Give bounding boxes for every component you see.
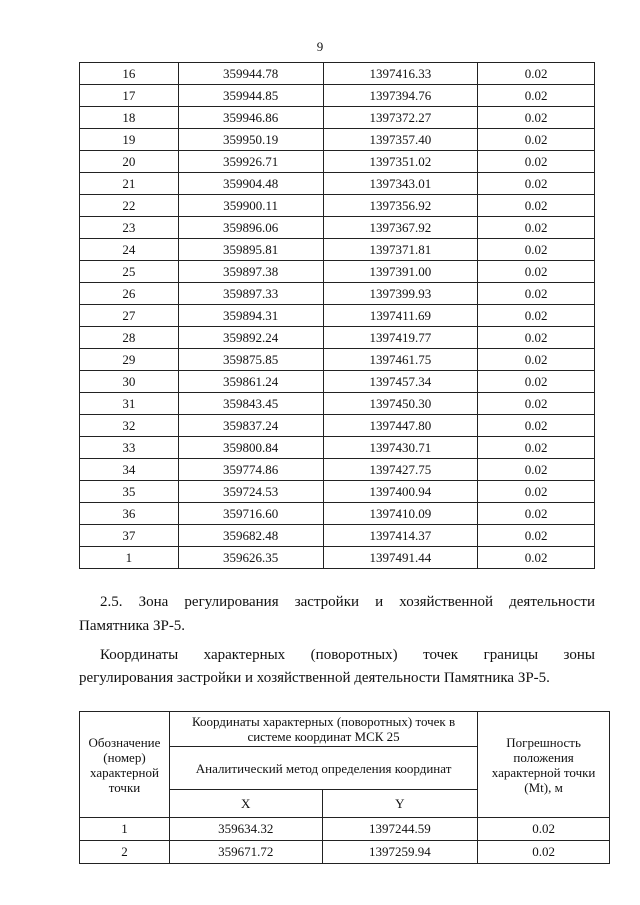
point-number-cell: 30	[80, 371, 179, 393]
table-row	[80, 305, 595, 327]
x-coordinate-cell: 359894.31	[178, 305, 323, 327]
point-number-cell: 31	[80, 393, 179, 415]
section-heading-line-1: 2.5. Зона регулирования застройки и хозяйственной деятельности	[100, 594, 595, 610]
y-coordinate-cell: 1397447.80	[323, 415, 478, 437]
error-cell: 0.02	[478, 107, 595, 129]
point-number-cell: 17	[80, 85, 179, 107]
point-number-cell: 35	[80, 481, 179, 503]
y-coordinate-cell: 1397414.37	[323, 525, 478, 547]
section-heading-line-2: Памятника ЗР-5.	[79, 618, 186, 634]
error-cell: 0.02	[478, 283, 595, 305]
table-row	[80, 349, 595, 371]
point-number-cell: 28	[80, 327, 179, 349]
y-coordinate-cell: 1397457.34	[323, 371, 478, 393]
error-cell: 0.02	[478, 371, 595, 393]
point-number-cell: 1	[80, 818, 170, 841]
error-cell: 0.02	[478, 437, 595, 459]
x-coordinate-cell: 359800.84	[178, 437, 323, 459]
x-coordinate-cell: 359897.33	[178, 283, 323, 305]
y-coordinate-cell: 1397357.40	[323, 129, 478, 151]
table-row	[80, 481, 595, 503]
y-coordinate-cell: 1397259.94	[322, 841, 478, 864]
y-coordinate-cell: 1397400.94	[323, 481, 478, 503]
x-coordinate-cell: 359837.24	[178, 415, 323, 437]
error-cell: 0.02	[478, 841, 610, 864]
y-coordinate-cell: 1397356.92	[323, 195, 478, 217]
x-coordinate-cell: 359774.86	[178, 459, 323, 481]
table-row	[80, 503, 595, 525]
table-row	[80, 151, 595, 173]
table-row	[80, 547, 595, 569]
x-coordinate-cell: 359634.32	[169, 818, 322, 841]
error-cell: 0.02	[478, 85, 595, 107]
y-coordinate-cell: 1397372.27	[323, 107, 478, 129]
y-coordinate-cell: 1397351.02	[323, 151, 478, 173]
y-coordinate-cell: 1397491.44	[323, 547, 478, 569]
error-cell: 0.02	[478, 415, 595, 437]
y-coordinate-cell: 1397343.01	[323, 173, 478, 195]
table-row	[80, 818, 610, 841]
intro-paragraph-line-2: регулирования застройки и хозяйственной деятельности Памятника ЗР-5.	[79, 670, 550, 686]
header-y: Y	[322, 790, 478, 818]
y-coordinate-cell: 1397244.59	[322, 818, 478, 841]
y-coordinate-cell: 1397367.92	[323, 217, 478, 239]
table-row	[80, 85, 595, 107]
error-cell: 0.02	[478, 349, 595, 371]
point-number-cell: 2	[80, 841, 170, 864]
point-number-cell: 32	[80, 415, 179, 437]
point-number-cell: 26	[80, 283, 179, 305]
error-cell: 0.02	[478, 217, 595, 239]
x-coordinate-cell: 359904.48	[178, 173, 323, 195]
table-row	[80, 173, 595, 195]
x-coordinate-cell: 359875.85	[178, 349, 323, 371]
error-cell: 0.02	[478, 239, 595, 261]
x-coordinate-cell: 359682.48	[178, 525, 323, 547]
x-coordinate-cell: 359843.45	[178, 393, 323, 415]
x-coordinate-cell: 359671.72	[169, 841, 322, 864]
error-cell: 0.02	[478, 818, 610, 841]
y-coordinate-cell: 1397427.75	[323, 459, 478, 481]
y-coordinate-cell: 1397450.30	[323, 393, 478, 415]
point-number-cell: 37	[80, 525, 179, 547]
header-error: Погрешность положения характерной точки (Mt), м	[478, 712, 610, 818]
x-coordinate-cell: 359716.60	[178, 503, 323, 525]
error-cell: 0.02	[478, 63, 595, 85]
point-number-cell: 22	[80, 195, 179, 217]
error-cell: 0.02	[478, 173, 595, 195]
x-coordinate-cell: 359892.24	[178, 327, 323, 349]
table-row	[80, 437, 595, 459]
x-coordinate-cell: 359944.85	[178, 85, 323, 107]
x-coordinate-cell: 359944.78	[178, 63, 323, 85]
x-coordinate-cell: 359626.35	[178, 547, 323, 569]
table-row	[80, 217, 595, 239]
error-cell: 0.02	[478, 327, 595, 349]
y-coordinate-cell: 1397416.33	[323, 63, 478, 85]
error-cell: 0.02	[478, 129, 595, 151]
header-coordinates: Координаты характерных (поворотных) точек в системе координат МСК 25	[169, 712, 477, 747]
intro-paragraph-line-1: Координаты характерных (поворотных) точек границы зоны	[100, 647, 595, 663]
error-cell: 0.02	[478, 195, 595, 217]
x-coordinate-cell: 359946.86	[178, 107, 323, 129]
x-coordinate-cell: 359900.11	[178, 195, 323, 217]
error-cell: 0.02	[478, 459, 595, 481]
error-cell: 0.02	[478, 547, 595, 569]
y-coordinate-cell: 1397394.76	[323, 85, 478, 107]
table-row	[80, 239, 595, 261]
point-number-cell: 21	[80, 173, 179, 195]
point-number-cell: 34	[80, 459, 179, 481]
coordinates-table-zr5	[79, 711, 610, 864]
point-number-cell: 18	[80, 107, 179, 129]
y-coordinate-cell: 1397430.71	[323, 437, 478, 459]
table-row	[80, 525, 595, 547]
point-number-cell: 25	[80, 261, 179, 283]
coordinates-table-continued	[79, 62, 595, 569]
header-method: Аналитический метод определения координат	[169, 747, 477, 790]
table-row	[80, 129, 595, 151]
x-coordinate-cell: 359897.38	[178, 261, 323, 283]
table-row	[80, 195, 595, 217]
table-row	[80, 841, 610, 864]
x-coordinate-cell: 359926.71	[178, 151, 323, 173]
error-cell: 0.02	[478, 525, 595, 547]
table-row	[80, 261, 595, 283]
y-coordinate-cell: 1397419.77	[323, 327, 478, 349]
point-number-cell: 33	[80, 437, 179, 459]
point-number-cell: 23	[80, 217, 179, 239]
header-designation: Обозначение (номер) характерной точки	[80, 712, 170, 818]
error-cell: 0.02	[478, 151, 595, 173]
error-cell: 0.02	[478, 261, 595, 283]
table-row	[80, 63, 595, 85]
x-coordinate-cell: 359895.81	[178, 239, 323, 261]
y-coordinate-cell: 1397411.69	[323, 305, 478, 327]
table-row	[80, 459, 595, 481]
y-coordinate-cell: 1397399.93	[323, 283, 478, 305]
y-coordinate-cell: 1397371.81	[323, 239, 478, 261]
page-number: 9	[316, 39, 324, 54]
x-coordinate-cell: 359861.24	[178, 371, 323, 393]
y-coordinate-cell: 1397410.09	[323, 503, 478, 525]
table-row	[80, 393, 595, 415]
header-x: X	[169, 790, 322, 818]
error-cell: 0.02	[478, 503, 595, 525]
y-coordinate-cell: 1397461.75	[323, 349, 478, 371]
error-cell: 0.02	[478, 393, 595, 415]
table-row	[80, 283, 595, 305]
x-coordinate-cell: 359724.53	[178, 481, 323, 503]
error-cell: 0.02	[478, 305, 595, 327]
x-coordinate-cell: 359896.06	[178, 217, 323, 239]
point-number-cell: 24	[80, 239, 179, 261]
x-coordinate-cell: 359950.19	[178, 129, 323, 151]
y-coordinate-cell: 1397391.00	[323, 261, 478, 283]
point-number-cell: 1	[80, 547, 179, 569]
table-row	[80, 371, 595, 393]
point-number-cell: 27	[80, 305, 179, 327]
point-number-cell: 20	[80, 151, 179, 173]
table-row	[80, 107, 595, 129]
point-number-cell: 36	[80, 503, 179, 525]
error-cell: 0.02	[478, 481, 595, 503]
table-row	[80, 415, 595, 437]
table-row	[80, 327, 595, 349]
point-number-cell: 29	[80, 349, 179, 371]
point-number-cell: 16	[80, 63, 179, 85]
point-number-cell: 19	[80, 129, 179, 151]
